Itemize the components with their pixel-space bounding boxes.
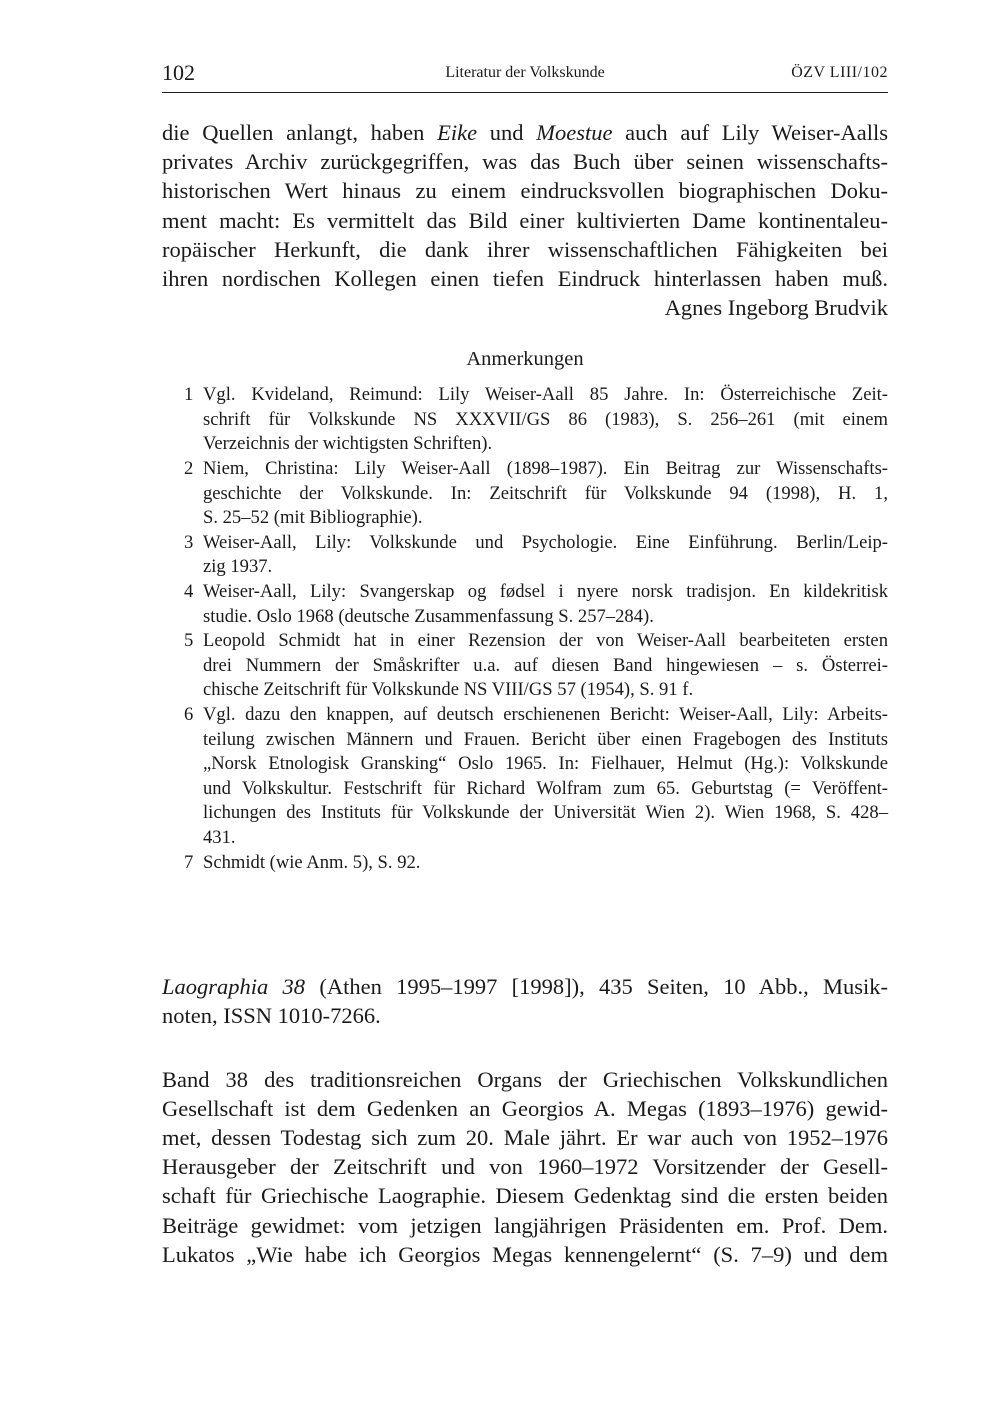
paragraph-line: historischen Wert hinaus zu einem eindrucksvollen biographischen Doku- — [162, 178, 888, 204]
footnote-number: 7 — [184, 851, 194, 873]
footnote-line: Schmidt (wie Anm. 5), S. 92. — [203, 851, 421, 873]
paragraph-line: met, dessen Todestag sich zum 20. Male jährt. Er war auch von 1952–1976 — [162, 1124, 888, 1150]
footnote-line: studie. Oslo 1968 (deutsche Zusammenfassung S. 257–284). — [203, 605, 654, 627]
footnote-line: und Volkskultur. Festschrift für Richard Wolfram zum 65. Geburtstag (= Veröffent- — [203, 777, 888, 799]
footnote-line: chische Zeitschrift für Volkskunde NS VIII/GS 57 (1954), S. 91 f. — [203, 679, 694, 701]
text-run: auch auf Lily Weiser-Aalls — [612, 120, 888, 145]
citation-line — [162, 972, 888, 1001]
paragraph-line: Beiträge gewidmet: vom jetzigen langjährigen Präsidenten em. Prof. Dem. — [162, 1212, 888, 1238]
page-number: 102 — [162, 60, 195, 85]
footnote-line: schrift für Volkskunde NS XXXVII/GS 86 (1983), S. 256–261 (mit einem — [203, 408, 888, 430]
review-signature: Agnes Ingeborg Brudvik — [664, 295, 888, 321]
paragraph-line: schaft für Griechische Laographie. Diesem Gedenktag sind die ersten beiden — [162, 1183, 888, 1209]
text-run: (Athen 1995–1997 [1998]), 435 Seiten, 10 Abb., Musik- — [305, 974, 888, 1000]
issue-label: ÖZV LIII/102 — [791, 64, 888, 81]
notes-heading: Anmerkungen — [466, 348, 584, 371]
footnote-item — [162, 531, 888, 580]
footnote-number: 4 — [184, 580, 194, 602]
footnote-line: zig 1937. — [203, 556, 273, 578]
journal-section-title: Literatur der Volkskunde — [445, 64, 605, 81]
review-body — [162, 1065, 888, 1269]
paragraph-line: Band 38 des traditionsreichen Organs der Griechischen Volkskundlichen — [162, 1066, 888, 1092]
footnote-line: S. 25–52 (mit Bibliographie). — [203, 507, 423, 529]
footnote-line: Vgl. Kvideland, Reimund: Lily Weiser-Aall 85 Jahre. In: Österreichische Zeit- — [203, 384, 888, 406]
footnote-item — [162, 580, 888, 629]
page — [162, 58, 888, 1269]
paragraph-line — [162, 118, 888, 147]
footnote-number: 1 — [184, 384, 194, 406]
paragraph-line: Lukatos „Wie habe ich Georgios Megas kennengelernt“ (S. 7–9) und dem — [162, 1241, 888, 1267]
footnote-number: 2 — [184, 458, 194, 479]
footnote-line: Niem, Christina: Lily Weiser-Aall (1898–1987). Ein Beitrag zur Wissenschafts- — [203, 458, 888, 479]
footnote-line: 431. — [203, 826, 236, 848]
footnote-number: 6 — [184, 703, 194, 725]
footnote-line: Vgl. dazu den knappen, auf deutsch erschienenen Bericht: Weiser-Aall, Lily: Arbeits- — [203, 703, 888, 725]
footnote-line: teilung zwischen Männern und Frauen. Bericht über einen Fragebogen des Instituts — [203, 728, 888, 750]
footnote-line: Leopold Schmidt hat in einer Rezension der von Weiser-Aall bearbeiteten ersten — [203, 630, 888, 652]
review-citation — [162, 972, 888, 1030]
footnote-item — [162, 851, 888, 876]
footnotes-list — [162, 383, 888, 875]
footnote-line: Verzeichnis der wichtigsten Schriften). — [203, 433, 493, 455]
footnote-item — [162, 383, 888, 457]
footnote-item — [162, 629, 888, 703]
paragraph-line: ropäischer Herkunft, die dank ihrer wissenschaftlichen Fähigkeiten bei — [162, 236, 888, 262]
footnote-line: drei Nummern der Småskrifter u.a. auf diesen Band hingewiesen – s. Österrei- — [203, 654, 888, 676]
footnote-line: lichungen des Instituts für Volkskunde der Universität Wien 2). Wien 1968, S. 428– — [203, 802, 888, 824]
paragraph-line: privates Archiv zurückgegriffen, was das Buch über seinen wissenschafts- — [162, 149, 888, 175]
paragraph-line: Herausgeber der Zeitschrift und von 1960–1972 Vorsitzender der Gesell- — [162, 1154, 888, 1180]
footnote-line: geschichte der Volkskunde. In: Zeitschrift für Volkskunde 94 (1998), H. 1, — [203, 482, 888, 504]
footnote-item — [162, 703, 888, 851]
footnote-line: Weiser-Aall, Lily: Volkskunde und Psychologie. Eine Einführung. Berlin/Leip- — [203, 531, 888, 553]
paragraph-line: ihren nordischen Kollegen einen tiefen Eindruck hinterlassen haben muß. — [162, 266, 888, 292]
running-head — [162, 58, 888, 93]
author-name-italic: Eike — [437, 120, 478, 145]
citation-line: noten, ISSN 1010-7266. — [162, 1003, 381, 1029]
paragraph-line: Gesellschaft ist dem Gedenken an Georgios A. Megas (1893–1976) gewid- — [162, 1095, 888, 1121]
text-run: die Quellen anlangt, haben — [162, 120, 438, 145]
review-title-italic: Laographia 38 — [162, 974, 306, 1000]
intro-paragraph — [162, 118, 888, 293]
footnote-number: 3 — [184, 531, 194, 553]
footnote-line: Weiser-Aall, Lily: Svangerskap og fødsel i nyere norsk tradisjon. En kildekritisk — [203, 580, 888, 602]
footnote-line: „Norsk Etnologisk Gransking“ Oslo 1965. In: Fielhauer, Helmut (Hg.): Volkskunde — [203, 753, 888, 775]
text-run: und — [477, 120, 537, 145]
footnote-item — [162, 457, 888, 531]
author-name-italic: Moestue — [536, 120, 613, 145]
footnote-number: 5 — [184, 630, 194, 652]
paragraph-line: ment macht: Es vermittelt das Bild einer kultivierten Dame kontinentaleu- — [162, 207, 888, 233]
